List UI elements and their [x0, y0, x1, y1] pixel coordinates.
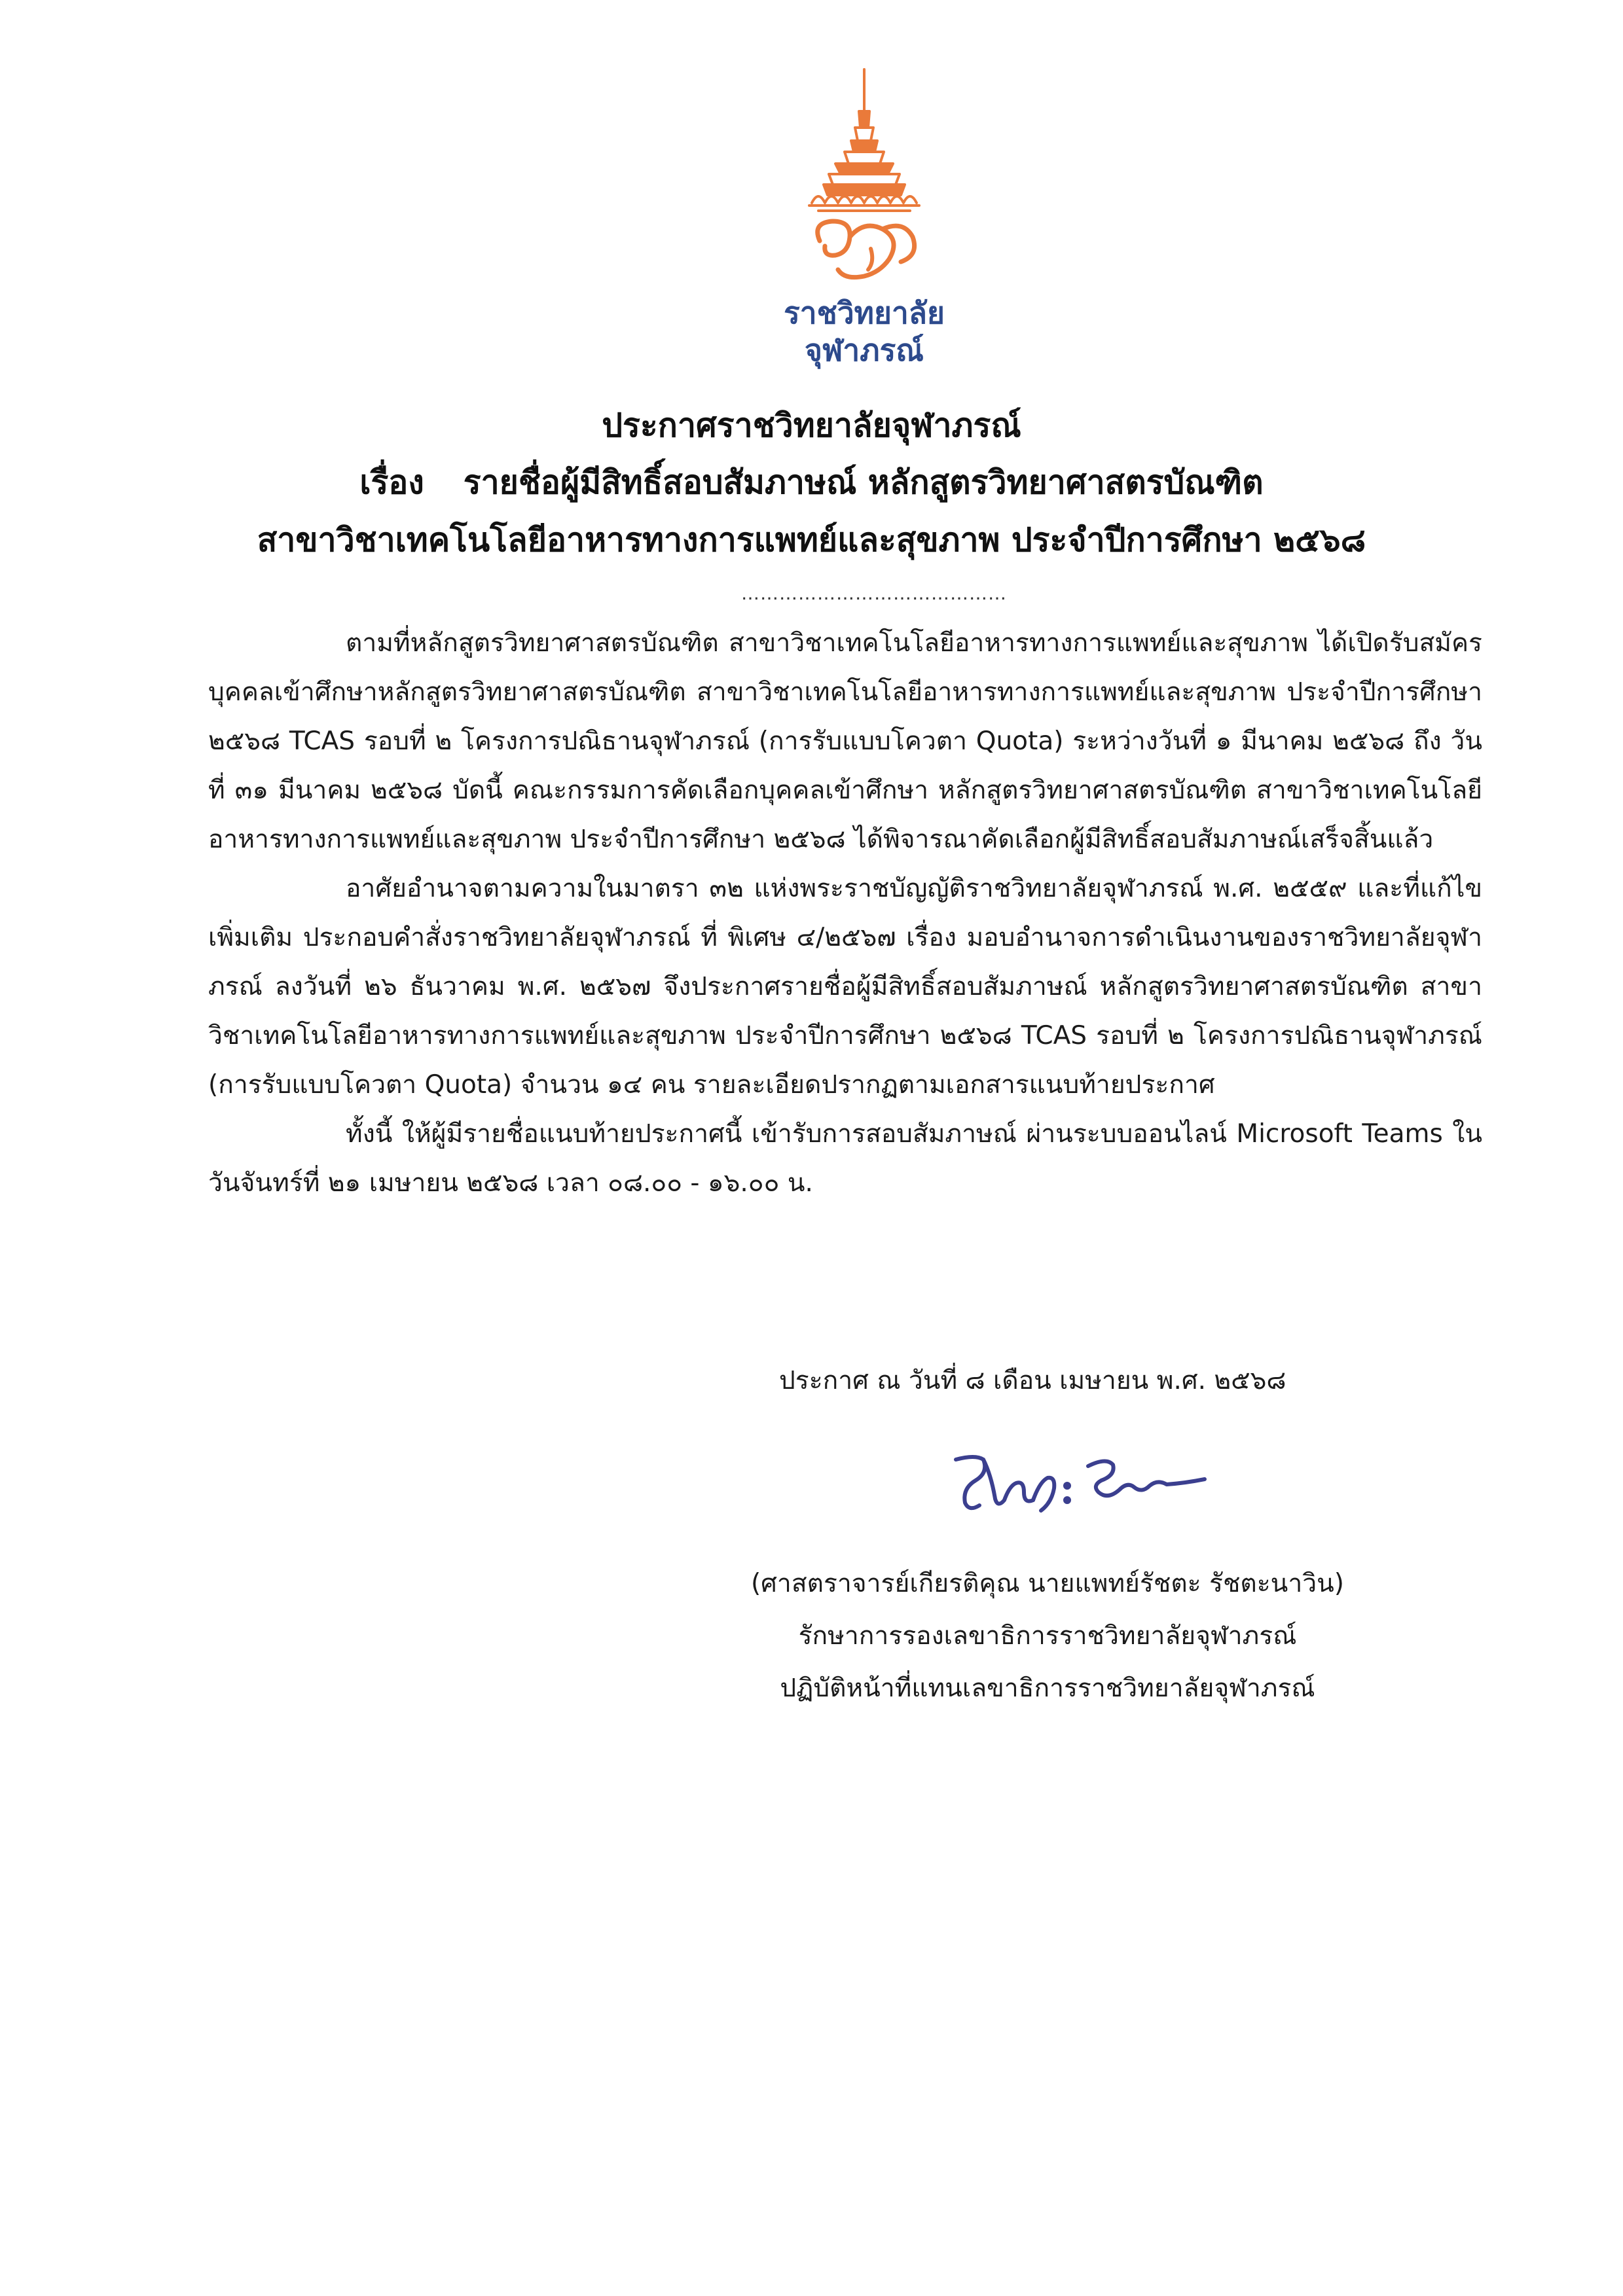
handwritten-signature-icon — [936, 1440, 1211, 1518]
subject-label: เรื่อง — [359, 463, 424, 501]
body-paragraph-1: ตามที่หลักสูตรวิทยาศาสตรบัณฑิต สาขาวิชาเทคโนโลยีอาหารทางการแพทย์และสุขภาพ ได้เปิดรับสมัครบุคคลเข้าศึกษาหลักสูตรวิทยาศาสตรบัณฑิต สาขาวิชาเทคโนโลยีอาหารทางการแพทย์และสุขภาพ ประจำปีการศึกษา ๒๕๖๘ TCAS รอบที่ ๒ โครงการปณิธานจุฬาภรณ์ (การรับแบบโควตา Quota) ระหว่างวันที่ ๑ มีนาคม ๒๕๖๘ ถึง วันที่ ๓๑ มีนาคม ๒๕๖๘ บัดนี้ คณะกรรมการคัดเลือกบุคคลเข้าศึกษา หลักสูตรวิทยาศาสตรบัณฑิต สาขาวิชาเทคโนโลยีอาหารทางการแพทย์และสุขภาพ ประจำปีการศึกษา ๒๕๖๘ ได้พิจารณาคัดเลือกผู้มีสิทธิ์สอบสัมภาษณ์เสร็จสิ้นแล้ว — [208, 628, 1482, 854]
signer-position-1: รักษาการรองเลขาธิการราชวิทยาลัยจุฬาภรณ์ — [798, 1621, 1297, 1651]
subject-line-1 — [0, 463, 1623, 501]
signer-position-2: ปฏิบัติหน้าที่แทนเลขาธิการราชวิทยาลัยจุฬาภรณ์ — [780, 1674, 1315, 1703]
title-separator: …………………………………… — [741, 583, 1007, 604]
signer-name: (ศาสตราจารย์เกียรติคุณ นายแพทย์รัชตะ รัชตะนาวิน) — [750, 1569, 1345, 1598]
announcement-date: ประกาศ ณ วันที่ ๘ เดือน เมษายน พ.ศ. ๒๕๖๘ — [779, 1366, 1286, 1395]
announcement-body — [208, 619, 1482, 1208]
logo-text-line1: ราชวิทยาลัย — [784, 295, 945, 331]
announcement-title: ประกาศราชวิทยาลัยจุฬาภรณ์ — [602, 406, 1021, 444]
body-paragraph-3: ทั้งนี้ ให้ผู้มีรายชื่อแนบท้ายประกาศนี้ เข้ารับการสอบสัมภาษณ์ ผ่านระบบออนไลน์ Microsoft Teams ในวันจันทร์ที่ ๒๑ เมษายน ๒๕๖๘ เวลา ๐๘.๐๐ - ๑๖.๐๐ น. — [208, 1119, 1482, 1198]
subject-line-2: สาขาวิชาเทคโนโลยีอาหารทางการแพทย์และสุขภาพ ประจำปีการศึกษา ๒๕๖๘ — [257, 521, 1366, 559]
body-paragraph-2: อาศัยอำนาจตามความในมาตรา ๓๒ แห่งพระราชบัญญัติราชวิทยาลัยจุฬาภรณ์ พ.ศ. ๒๕๕๙ และที่แก้ไขเพิ่มเติม ประกอบคำสั่งราชวิทยาลัยจุฬาภรณ์ ที่ พิเศษ ๔/๒๕๖๗ เรื่อง มอบอำนาจการดำเนินงานของราชวิทยาลัยจุฬาภรณ์ ลงวันที่ ๒๖ ธันวาคม พ.ศ. ๒๕๖๗ จึงประกาศรายชื่อผู้มีสิทธิ์สอบสัมภาษณ์ หลักสูตรวิทยาศาสตรบัณฑิต สาขาวิชาเทคโนโลยีอาหารทางการแพทย์และสุขภาพ ประจำปีการศึกษา ๒๕๖๘ TCAS รอบที่ ๒ โครงการปณิธานจุฬาภรณ์ (การรับแบบโควตา Quota) จำนวน ๑๔ คน รายละเอียดปรากฏตามเอกสารแนบท้ายประกาศ — [208, 874, 1482, 1100]
subject-text-1: รายชื่อผู้มีสิทธิ์สอบสัมภาษณ์ หลักสูตรวิทยาศาสตรบัณฑิต — [463, 463, 1264, 501]
royal-crown-seal-logo-icon — [773, 65, 956, 288]
logo-text-line2: จุฬาภรณ์ — [805, 332, 924, 368]
